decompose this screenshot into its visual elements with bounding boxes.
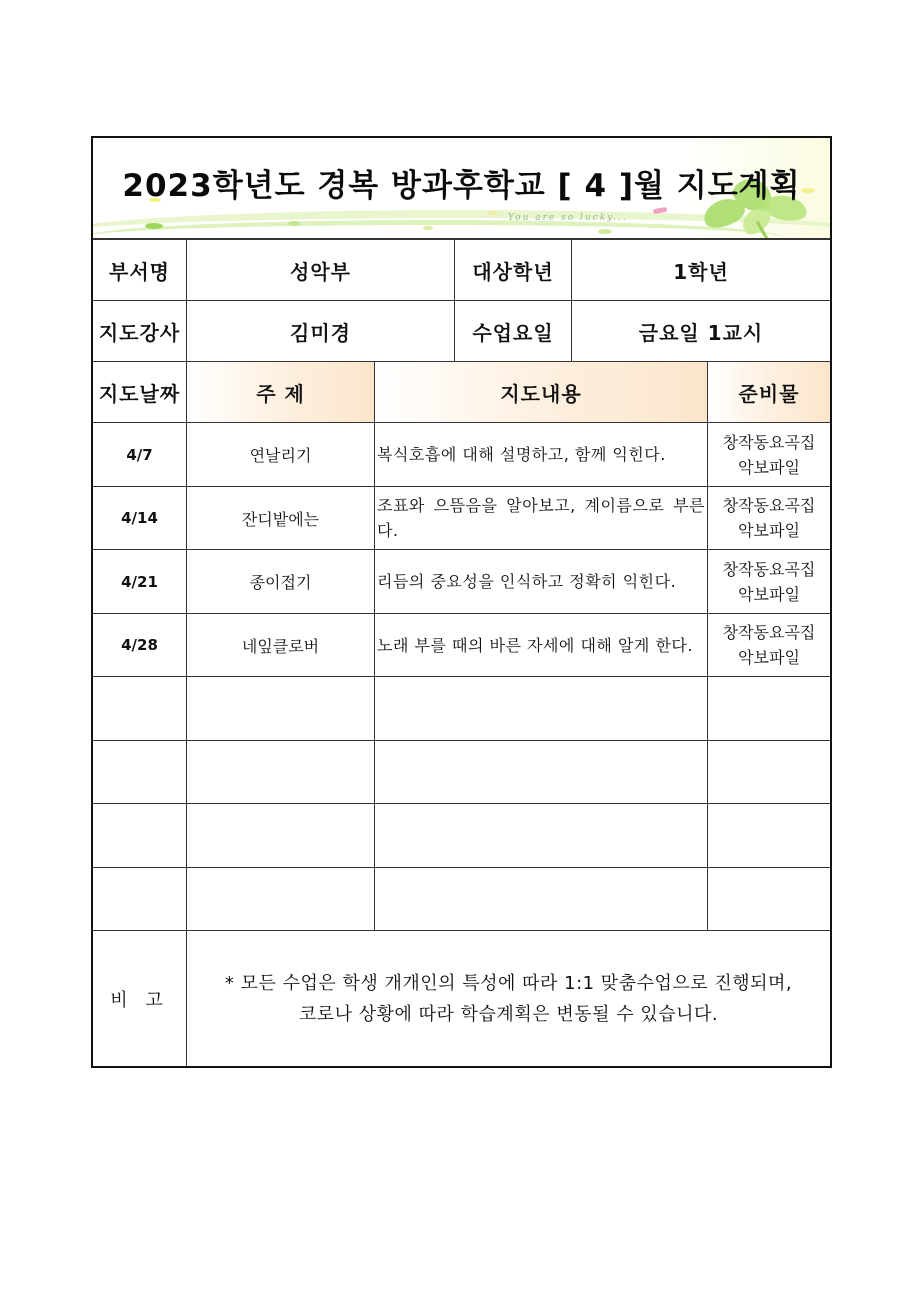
page-title: 2023학년도 경복 방과후학교 [ 4 ]월 지도계획 (122, 168, 801, 204)
class-day-value: 금요일 1교시 (571, 300, 830, 361)
materials-line: 악보파일 (738, 457, 800, 477)
materials-line: 창작동요곡집 (722, 432, 816, 452)
row-materials (707, 676, 830, 740)
row-content: 노래 부를 때의 바른 자세에 대해 알게 한다. (374, 613, 707, 676)
row-content (374, 803, 707, 867)
row-topic (186, 740, 374, 803)
instructor-label: 지도강사 (93, 300, 186, 361)
remarks-line: 코로나 상황에 따라 학습계획은 변동될 수 있습니다. (298, 1003, 719, 1025)
row-topic: 연날리기 (186, 422, 374, 486)
materials-line: 창작동요곡집 (722, 559, 816, 579)
header-topic: 주 제 (186, 361, 374, 422)
row-topic (186, 867, 374, 930)
row-materials (707, 613, 830, 676)
decorative-dot (423, 226, 433, 230)
row-content: 조표와 으뜸음을 알아보고, 계이름으로 부른다. (374, 486, 707, 549)
instructor-value: 김미경 (186, 300, 454, 361)
remarks-text (186, 930, 830, 1066)
row-date: 4/14 (93, 486, 186, 549)
materials-line: 악보파일 (738, 648, 800, 667)
lesson-plan-table (91, 136, 832, 1068)
materials-line: 악보파일 (738, 584, 800, 604)
row-materials (707, 549, 830, 613)
banner-decoration-text: You are so lucky... (508, 213, 628, 223)
row-topic: 종이접기 (186, 549, 374, 613)
row-materials (707, 422, 830, 486)
row-date (93, 867, 186, 930)
remarks-line: * 모든 수업은 학생 개개인의 특성에 따라 1:1 맞춤수업으로 진행되며, (224, 972, 793, 994)
row-content: 리듬의 중요성을 인식하고 정확히 익힌다. (374, 549, 707, 613)
title-banner (93, 138, 830, 239)
materials-line: 창작동요곡집 (722, 496, 816, 515)
row-topic: 잔디밭에는 (186, 486, 374, 549)
decorative-dot (288, 221, 300, 226)
materials-line: 악보파일 (738, 521, 800, 540)
row-date (93, 740, 186, 803)
materials-line: 창작동요곡집 (722, 623, 816, 642)
decorative-dot (145, 223, 163, 229)
row-date: 4/28 (93, 613, 186, 676)
row-date (93, 676, 186, 740)
header-materials: 준비물 (707, 361, 830, 422)
department-label: 부서명 (93, 239, 186, 300)
row-materials (707, 803, 830, 867)
class-day-label: 수업요일 (454, 300, 571, 361)
target-grade-label: 대상학년 (454, 239, 571, 300)
header-content: 지도내용 (374, 361, 707, 422)
header-date: 지도날짜 (93, 361, 186, 422)
remarks-label: 비 고 (93, 930, 186, 1066)
row-content: 복식호흡에 대해 설명하고, 함께 익힌다. (374, 422, 707, 486)
row-materials (707, 867, 830, 930)
decorative-dot (598, 229, 612, 234)
decorative-dot (488, 211, 498, 215)
row-materials (707, 740, 830, 803)
row-topic: 네잎클로버 (186, 613, 374, 676)
row-content (374, 867, 707, 930)
row-date: 4/21 (93, 549, 186, 613)
row-content (374, 740, 707, 803)
row-topic (186, 676, 374, 740)
row-content (374, 676, 707, 740)
department-value: 성악부 (186, 239, 454, 300)
row-date: 4/7 (93, 422, 186, 486)
row-date (93, 803, 186, 867)
row-materials (707, 486, 830, 549)
row-topic (186, 803, 374, 867)
target-grade-value: 1학년 (571, 239, 830, 300)
